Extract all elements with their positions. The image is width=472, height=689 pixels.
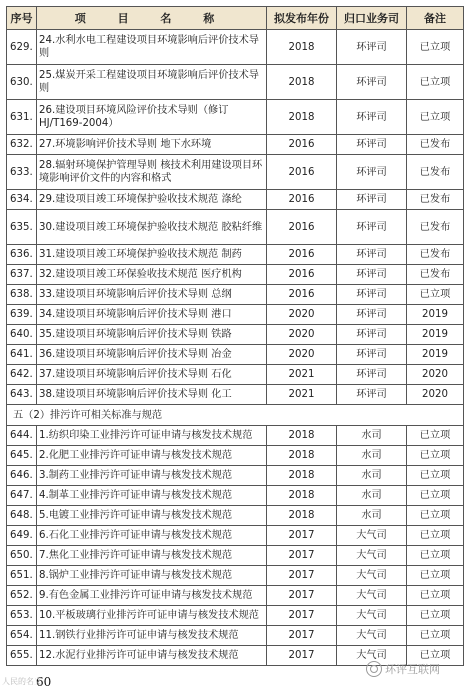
table-row — [7, 190, 464, 210]
row-year: 2018 — [267, 30, 337, 65]
row-note: 2019 — [407, 325, 464, 345]
row-number: 644. — [7, 426, 37, 446]
page-number: 60 — [36, 675, 52, 689]
row-dept: 环评司 — [337, 325, 407, 345]
row-number: 641. — [7, 345, 37, 365]
table-row — [7, 135, 464, 155]
row-year: 2016 — [267, 190, 337, 210]
row-year: 2016 — [267, 245, 337, 265]
brand-logo-icon — [366, 661, 382, 677]
row-dept: 环评司 — [337, 135, 407, 155]
row-item-name: 12.水泥行业排污许可证申请与核发技术规范 — [37, 646, 267, 666]
row-dept: 环评司 — [337, 190, 407, 210]
row-dept: 环评司 — [337, 285, 407, 305]
brand-watermark-text: 环评互联网 — [385, 663, 440, 676]
row-year: 2018 — [267, 65, 337, 100]
row-year: 2018 — [267, 426, 337, 446]
row-item-name: 27.环境影响评价技术导则 地下水环境 — [37, 135, 267, 155]
row-note: 已发布 — [407, 245, 464, 265]
row-dept: 环评司 — [337, 155, 407, 190]
row-note: 已发布 — [407, 190, 464, 210]
row-year: 2016 — [267, 210, 337, 245]
table-row — [7, 586, 464, 606]
row-item-name: 8.锅炉工业排污许可证申请与核发技术规范 — [37, 566, 267, 586]
table-row — [7, 426, 464, 446]
row-item-name: 36.建设项目环境影响后评价技术导则 冶金 — [37, 345, 267, 365]
row-item-name: 25.煤炭开采工程建设项目环境影响后评价技术导则 — [37, 65, 267, 100]
row-year: 2017 — [267, 626, 337, 646]
table-row — [7, 446, 464, 466]
row-year: 2017 — [267, 646, 337, 666]
row-number: 646. — [7, 466, 37, 486]
row-note: 已立项 — [407, 586, 464, 606]
row-year: 2017 — [267, 526, 337, 546]
row-note: 已发布 — [407, 265, 464, 285]
row-note: 已立项 — [407, 646, 464, 666]
row-note: 已立项 — [407, 526, 464, 546]
row-note: 已立项 — [407, 486, 464, 506]
row-item-name: 38.建设项目环境影响后评价技术导则 化工 — [37, 385, 267, 405]
table-row — [7, 30, 464, 65]
row-dept: 水司 — [337, 486, 407, 506]
row-year: 2018 — [267, 486, 337, 506]
row-item-name: 32.建设项目竣工环保验收技术规范 医疗机构 — [37, 265, 267, 285]
row-dept: 大气司 — [337, 546, 407, 566]
row-year: 2020 — [267, 305, 337, 325]
row-note: 已立项 — [407, 426, 464, 446]
row-item-name: 7.焦化工业排污许可证申请与核发技术规范 — [37, 546, 267, 566]
row-item-name: 29.建设项目竣工环境保护验收技术规范 涤纶 — [37, 190, 267, 210]
row-number: 650. — [7, 546, 37, 566]
row-note: 已立项 — [407, 506, 464, 526]
table-row — [7, 385, 464, 405]
row-dept: 环评司 — [337, 385, 407, 405]
row-number: 637. — [7, 265, 37, 285]
row-dept: 环评司 — [337, 365, 407, 385]
row-number: 631. — [7, 100, 37, 135]
row-year: 2018 — [267, 100, 337, 135]
row-number: 645. — [7, 446, 37, 466]
row-dept: 环评司 — [337, 245, 407, 265]
row-note: 已立项 — [407, 30, 464, 65]
row-item-name: 28.辐射环境保护管理导则 核技术利用建设项目环境影响评价文件的内容和格式 — [37, 155, 267, 190]
row-year: 2020 — [267, 345, 337, 365]
row-dept: 水司 — [337, 506, 407, 526]
table-row — [7, 546, 464, 566]
row-note: 已立项 — [407, 100, 464, 135]
row-year: 2017 — [267, 566, 337, 586]
row-number: 640. — [7, 325, 37, 345]
table-row — [7, 466, 464, 486]
header-note: 备注 — [407, 7, 464, 30]
row-number: 629. — [7, 30, 37, 65]
row-dept: 环评司 — [337, 345, 407, 365]
header-item: 项 目 名 称 — [37, 7, 267, 30]
row-note: 2020 — [407, 365, 464, 385]
row-year: 2021 — [267, 385, 337, 405]
row-number: 655. — [7, 646, 37, 666]
table-row — [7, 65, 464, 100]
row-note: 已立项 — [407, 566, 464, 586]
row-note: 已立项 — [407, 466, 464, 486]
row-dept: 大气司 — [337, 606, 407, 626]
row-item-name: 30.建设项目竣工环境保护验收技术规范 胶粘纤维 — [37, 210, 267, 245]
row-item-name: 35.建设项目环境影响后评价技术导则 铁路 — [37, 325, 267, 345]
row-dept: 环评司 — [337, 265, 407, 285]
row-number: 651. — [7, 566, 37, 586]
table-row — [7, 566, 464, 586]
table-row — [7, 345, 464, 365]
row-year: 2021 — [267, 365, 337, 385]
row-item-name: 24.水利水电工程建设项目环境影响后评价技术导则 — [37, 30, 267, 65]
row-year: 2016 — [267, 265, 337, 285]
row-number: 648. — [7, 506, 37, 526]
row-dept: 大气司 — [337, 526, 407, 546]
row-dept: 环评司 — [337, 100, 407, 135]
row-item-name: 37.建设项目环境影响后评价技术导则 石化 — [37, 365, 267, 385]
table-row — [7, 245, 464, 265]
row-note: 2020 — [407, 385, 464, 405]
table-header-row — [7, 7, 464, 30]
row-number: 639. — [7, 305, 37, 325]
row-number: 647. — [7, 486, 37, 506]
row-year: 2018 — [267, 506, 337, 526]
row-item-name: 1.纺织印染工业排污许可证申请与核发技术规范 — [37, 426, 267, 446]
row-item-name: 3.制药工业排污许可证申请与核发技术规范 — [37, 466, 267, 486]
row-dept: 环评司 — [337, 305, 407, 325]
row-item-name: 34.建设项目环境影响后评价技术导则 港口 — [37, 305, 267, 325]
row-number: 636. — [7, 245, 37, 265]
row-dept: 水司 — [337, 446, 407, 466]
row-note: 已发布 — [407, 135, 464, 155]
row-item-name: 11.钢铁行业排污许可证申请与核发技术规范 — [37, 626, 267, 646]
row-dept: 环评司 — [337, 65, 407, 100]
table-row — [7, 486, 464, 506]
row-item-name: 5.电镀工业排污许可证申请与核发技术规范 — [37, 506, 267, 526]
row-year: 2016 — [267, 285, 337, 305]
row-item-name: 26.建设项目环境风险评价技术导则（修订HJ/T169-2004） — [37, 100, 267, 135]
row-year: 2018 — [267, 446, 337, 466]
row-year: 2018 — [267, 466, 337, 486]
table-row — [7, 626, 464, 646]
header-dept: 归口业务司 — [337, 7, 407, 30]
left-watermark: 人民的名义 — [2, 677, 42, 686]
row-year: 2020 — [267, 325, 337, 345]
row-item-name: 33.建设项目环境影响后评价技术导则 总纲 — [37, 285, 267, 305]
row-item-name: 10.平板玻璃行业排污许可证申请与核发技术规范 — [37, 606, 267, 626]
table-row — [7, 210, 464, 245]
row-item-name: 6.石化工业排污许可证申请与核发技术规范 — [37, 526, 267, 546]
row-number: 642. — [7, 365, 37, 385]
row-note: 已发布 — [407, 155, 464, 190]
row-dept: 水司 — [337, 466, 407, 486]
row-item-name: 31.建设项目竣工环境保护验收技术规范 制药 — [37, 245, 267, 265]
header-year: 拟发布年份 — [267, 7, 337, 30]
section-title: 五（2）排污许可相关标准与规范 — [7, 405, 464, 426]
row-number: 652. — [7, 586, 37, 606]
row-number: 649. — [7, 526, 37, 546]
row-year: 2017 — [267, 606, 337, 626]
table-row — [7, 285, 464, 305]
table-row — [7, 305, 464, 325]
row-number: 638. — [7, 285, 37, 305]
table-row — [7, 526, 464, 546]
table-body — [7, 30, 464, 666]
row-year: 2017 — [267, 546, 337, 566]
section-row — [7, 405, 464, 426]
row-dept: 大气司 — [337, 646, 407, 666]
row-year: 2016 — [267, 155, 337, 190]
row-item-name: 9.有色金属工业排污许可证申请与核发技术规范 — [37, 586, 267, 606]
row-note: 已立项 — [407, 446, 464, 466]
row-year: 2017 — [267, 586, 337, 606]
row-dept: 大气司 — [337, 626, 407, 646]
row-dept: 环评司 — [337, 30, 407, 65]
row-number: 643. — [7, 385, 37, 405]
row-dept: 水司 — [337, 426, 407, 446]
row-number: 653. — [7, 606, 37, 626]
table-row — [7, 155, 464, 190]
row-dept: 大气司 — [337, 586, 407, 606]
row-number: 630. — [7, 65, 37, 100]
table-row — [7, 100, 464, 135]
row-note: 已立项 — [407, 626, 464, 646]
row-dept: 环评司 — [337, 210, 407, 245]
row-year: 2016 — [267, 135, 337, 155]
table-row — [7, 265, 464, 285]
row-number: 634. — [7, 190, 37, 210]
row-note: 已立项 — [407, 65, 464, 100]
table-row — [7, 365, 464, 385]
row-note: 2019 — [407, 345, 464, 365]
row-note: 已发布 — [407, 210, 464, 245]
row-note: 已立项 — [407, 285, 464, 305]
table-row — [7, 325, 464, 345]
header-no: 序号 — [7, 7, 37, 30]
row-item-name: 2.化肥工业排污许可证申请与核发技术规范 — [37, 446, 267, 466]
standards-table — [6, 6, 464, 666]
row-note: 已立项 — [407, 606, 464, 626]
row-number: 654. — [7, 626, 37, 646]
table-row — [7, 506, 464, 526]
row-dept: 大气司 — [337, 566, 407, 586]
row-number: 635. — [7, 210, 37, 245]
row-item-name: 4.制革工业排污许可证申请与核发技术规范 — [37, 486, 267, 506]
row-note: 2019 — [407, 305, 464, 325]
row-number: 632. — [7, 135, 37, 155]
row-number: 633. — [7, 155, 37, 190]
row-note: 已立项 — [407, 546, 464, 566]
table-row — [7, 606, 464, 626]
brand-watermark — [366, 661, 440, 677]
